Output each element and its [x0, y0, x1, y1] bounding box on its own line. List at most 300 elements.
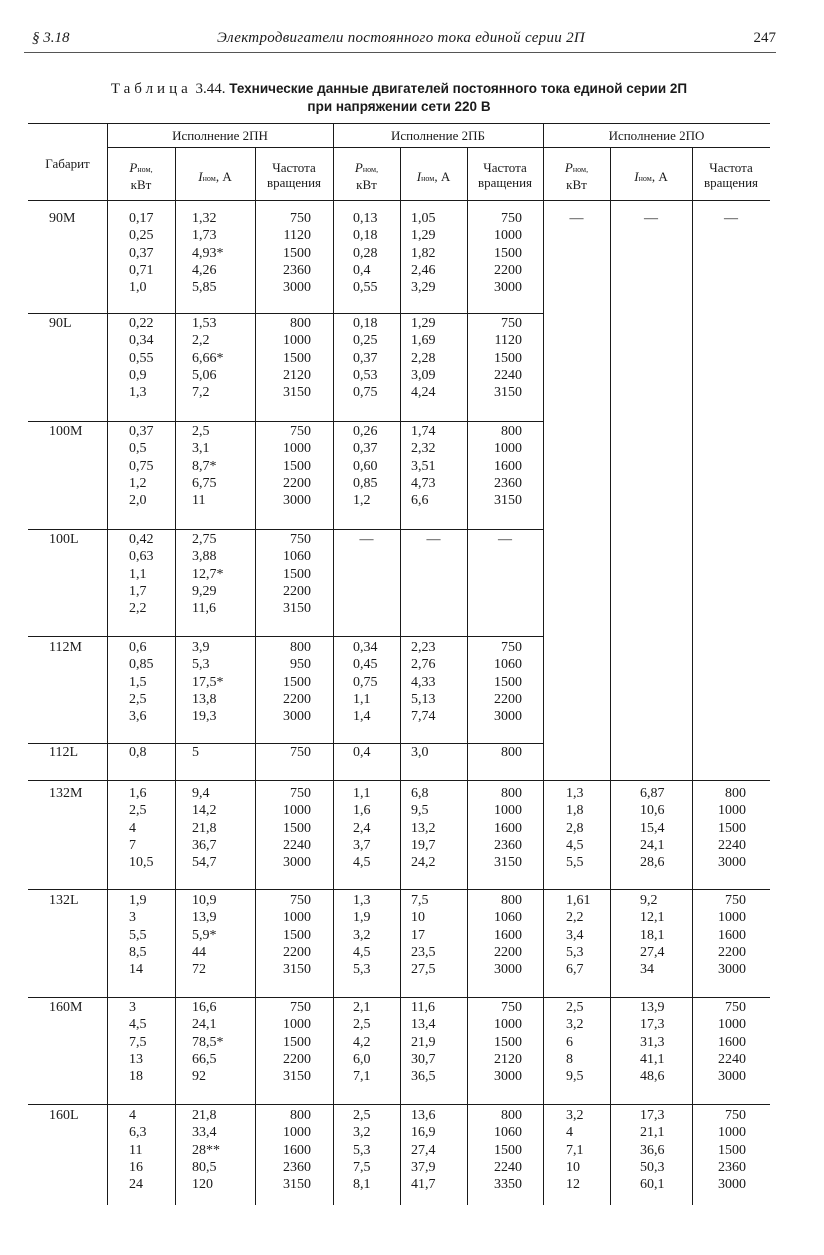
power-value: 1,7: [129, 583, 147, 599]
power-value: 5,3: [353, 1142, 371, 1158]
current-value: 10,6: [640, 803, 665, 819]
power-value: 3,2: [353, 1125, 371, 1141]
speed-value: 750: [290, 211, 311, 226]
current-value: 7,5: [411, 893, 429, 908]
current-value: 27,5: [411, 962, 436, 978]
power-value: 7: [129, 837, 136, 853]
speed-value: 3000: [283, 493, 311, 509]
speed-value: 2360: [494, 475, 522, 491]
speed-value: 2240: [494, 1159, 522, 1175]
dash-cell: —: [724, 211, 738, 226]
current-value: 11: [192, 493, 206, 509]
speed-value: 2240: [283, 837, 311, 853]
speed-value: 750: [501, 1000, 522, 1015]
speed-value: 2200: [494, 691, 522, 707]
speed-value: 800: [501, 786, 522, 801]
power-value: 1,2: [353, 493, 371, 509]
current-value: 11,6: [411, 1000, 435, 1015]
speed-value: 3000: [494, 962, 522, 978]
header-group-3: Исполнение 2ПО: [608, 128, 705, 143]
power-value: 1,3: [566, 786, 584, 801]
header-speed: Частота вращения: [266, 160, 322, 190]
current-value: 44: [192, 944, 206, 960]
power-value: 0,37: [129, 245, 154, 261]
power-value: 7,5: [353, 1159, 371, 1175]
speed-value: 800: [290, 1108, 311, 1123]
current-value: 31,3: [640, 1034, 665, 1050]
current-value: 13,9: [192, 910, 217, 926]
speed-value: 2120: [283, 367, 311, 383]
speed-value: 1060: [494, 910, 522, 926]
speed-value: 2360: [718, 1159, 746, 1175]
power-value: 0,4: [353, 745, 371, 760]
current-value: 4,33: [411, 674, 436, 690]
power-value: 2,0: [129, 493, 147, 509]
current-value: 13,9: [640, 1000, 665, 1015]
speed-value: 800: [290, 316, 311, 331]
power-value: 1,3: [129, 385, 147, 401]
row-separator: [28, 889, 770, 890]
header-group-1: Исполнение 2ПН: [172, 128, 268, 143]
power-value: 0,42: [129, 532, 154, 547]
current-value: 34: [640, 962, 654, 978]
power-value: 3,6: [129, 709, 147, 725]
power-value: 1,1: [353, 786, 371, 801]
power-value: 1,9: [129, 893, 147, 908]
speed-value: 3150: [283, 962, 311, 978]
current-value: 5,85: [192, 280, 217, 296]
row-separator: [28, 997, 770, 998]
current-value: 2,46: [411, 262, 436, 278]
power-value: 5,3: [566, 944, 584, 960]
header-speed: Частота вращения: [477, 160, 533, 190]
current-value: 3,0: [411, 745, 429, 760]
current-value: 21,1: [640, 1125, 665, 1141]
power-value: 16: [129, 1159, 143, 1175]
speed-value: 800: [501, 424, 522, 439]
speed-value: 750: [290, 786, 311, 801]
current-value: 6,87: [640, 786, 665, 801]
speed-value: 1000: [718, 1017, 746, 1033]
current-value: 4,73: [411, 475, 436, 491]
speed-value: 3150: [494, 493, 522, 509]
current-value: 15,4: [640, 820, 665, 836]
current-value: 21,8: [192, 820, 217, 836]
power-value: 5,5: [566, 855, 584, 871]
current-value: 14,2: [192, 803, 217, 819]
gabarit-label: 132L: [49, 893, 79, 908]
speed-value: 1000: [718, 803, 746, 819]
current-value: 54,7: [192, 855, 217, 871]
current-value: 27,4: [640, 944, 665, 960]
power-value: 0,18: [353, 316, 378, 331]
speed-value: 3000: [494, 709, 522, 725]
speed-value: 1600: [283, 1142, 311, 1158]
section-number: § 3.18: [32, 30, 70, 46]
gabarit-label: 90M: [49, 211, 76, 226]
current-value: 19,7: [411, 837, 436, 853]
current-value: 16,6: [192, 1000, 217, 1015]
header-gabarit: Габарит: [45, 156, 90, 171]
caption-number: 3.44.: [195, 81, 226, 97]
speed-value: 1500: [283, 1034, 311, 1050]
power-value: 7,1: [566, 1142, 584, 1158]
speed-value: 3000: [283, 709, 311, 725]
power-value: 3,2: [566, 1108, 584, 1123]
page-number: 247: [753, 30, 776, 46]
power-value: 2,5: [129, 691, 147, 707]
power-value: 0,55: [353, 280, 378, 296]
speed-value: 1000: [283, 803, 311, 819]
current-value: 80,5: [192, 1159, 217, 1175]
speed-value: 1060: [283, 549, 311, 565]
current-value: 13,6: [411, 1108, 436, 1123]
speed-value: 1000: [283, 1125, 311, 1141]
power-value: 4,2: [353, 1034, 371, 1050]
power-value: 0,75: [353, 674, 378, 690]
power-value: 0,53: [353, 367, 378, 383]
current-value: 12,1: [640, 910, 665, 926]
speed-value: 2200: [494, 262, 522, 278]
current-value: 7,2: [192, 385, 210, 401]
current-value: 1,69: [411, 333, 436, 349]
power-value: 10: [566, 1159, 580, 1175]
power-value: 1,5: [129, 674, 147, 690]
power-value: 4: [566, 1125, 573, 1141]
current-value: 2,23: [411, 640, 436, 655]
speed-value: 1120: [283, 228, 311, 244]
current-value: 5,3: [192, 657, 210, 673]
current-value: 3,9: [192, 640, 210, 655]
power-value: 6: [566, 1034, 573, 1050]
gabarit-label: 132M: [49, 786, 83, 801]
speed-value: 3000: [283, 855, 311, 871]
power-value: 0,25: [129, 228, 154, 244]
dash-cell: —: [426, 532, 441, 547]
power-value: 0,37: [353, 441, 378, 457]
power-value: 4: [129, 820, 136, 836]
power-value: 12: [566, 1177, 580, 1193]
speed-value: 2240: [718, 837, 746, 853]
speed-value: 3000: [494, 1069, 522, 1085]
speed-value: 2200: [283, 1051, 311, 1067]
current-value: 1,53: [192, 316, 217, 331]
speed-value: 1000: [283, 333, 311, 349]
caption-title-2: при напряжении сети 220 В: [307, 99, 491, 114]
power-value: 3,2: [353, 927, 371, 943]
gabarit-label: 160M: [49, 1000, 83, 1015]
speed-value: 1500: [283, 566, 311, 582]
speed-value: 3000: [494, 280, 522, 296]
current-value: 19,3: [192, 709, 217, 725]
current-value: 21,9: [411, 1034, 436, 1050]
power-value: 18: [129, 1069, 143, 1085]
speed-value: 3150: [494, 855, 522, 871]
power-value: 2,5: [566, 1000, 584, 1015]
speed-value: 2360: [283, 262, 311, 278]
power-value: 0,25: [353, 333, 378, 349]
row-separator: [28, 529, 543, 530]
current-value: 9,2: [640, 893, 658, 908]
speed-value: 2200: [283, 944, 311, 960]
speed-value: 800: [501, 893, 522, 908]
gabarit-label: 90L: [49, 316, 72, 331]
header-current: Iном, А: [198, 169, 232, 184]
power-value: 1,61: [566, 893, 591, 908]
current-value: 17,3: [640, 1108, 665, 1123]
speed-value: 1500: [283, 820, 311, 836]
power-value: 2,5: [129, 803, 147, 819]
power-value: 0,37: [129, 424, 154, 439]
speed-value: 2360: [283, 1159, 311, 1175]
current-value: 6,8: [411, 786, 429, 801]
current-value: 12,7*: [192, 566, 224, 582]
current-value: 3,88: [192, 549, 217, 565]
current-value: 9,4: [192, 786, 210, 801]
power-value: 0,5: [129, 441, 147, 457]
caption-label: Таблица: [110, 81, 192, 97]
current-value: 28,6: [640, 855, 665, 871]
current-value: 10,9: [192, 893, 217, 908]
header-power: Pном, кВт: [354, 160, 379, 192]
speed-value: 750: [501, 316, 522, 331]
power-value: 1,3: [353, 893, 371, 908]
power-value: 14: [129, 962, 143, 978]
power-value: 4,5: [353, 855, 371, 871]
speed-value: 1600: [494, 927, 522, 943]
row-separator: [28, 780, 770, 781]
power-value: 5,3: [353, 962, 371, 978]
power-value: 13: [129, 1051, 143, 1067]
current-value: 2,5: [192, 424, 210, 439]
gabarit-label: 100L: [49, 532, 79, 547]
current-value: 3,51: [411, 458, 436, 474]
power-value: 24: [129, 1177, 143, 1193]
speed-value: 2360: [494, 837, 522, 853]
speed-value: 2200: [283, 583, 311, 599]
current-value: 10: [411, 910, 425, 926]
dash-cell: —: [498, 532, 512, 547]
speed-value: 1500: [718, 1142, 746, 1158]
power-value: 2,4: [353, 820, 371, 836]
power-value: 0,55: [129, 350, 154, 366]
current-value: 8,7*: [192, 458, 217, 474]
current-value: 48,6: [640, 1069, 665, 1085]
current-value: 24,2: [411, 855, 436, 871]
current-value: 1,29: [411, 316, 436, 331]
current-value: 6,66*: [192, 350, 224, 366]
speed-value: 3150: [283, 1069, 311, 1085]
speed-value: 750: [290, 745, 311, 760]
speed-value: 1500: [718, 820, 746, 836]
row-separator: [28, 421, 543, 422]
speed-value: 750: [290, 532, 311, 547]
current-value: 6,75: [192, 475, 217, 491]
current-value: 3,09: [411, 367, 436, 383]
speed-value: 1500: [494, 1034, 522, 1050]
speed-value: 3150: [283, 1177, 311, 1193]
row-separator: [28, 636, 543, 637]
power-value: 0,9: [129, 367, 147, 383]
current-value: 1,82: [411, 245, 436, 261]
power-value: 0,63: [129, 549, 154, 565]
speed-value: 1600: [494, 458, 522, 474]
speed-value: 2240: [718, 1051, 746, 1067]
running-title: Электродвигатели постоянного тока единой серии 2П: [217, 30, 586, 46]
current-value: 120: [192, 1177, 213, 1193]
power-value: 4,5: [353, 944, 371, 960]
current-value: 7,74: [411, 709, 436, 725]
current-value: 36,5: [411, 1069, 436, 1085]
power-value: 10,5: [129, 855, 154, 871]
column-rule: [400, 147, 401, 1205]
gabarit-label: 100M: [49, 424, 83, 439]
current-value: 36,6: [640, 1142, 665, 1158]
power-value: 8,1: [353, 1177, 371, 1193]
speed-value: 3000: [718, 1069, 746, 1085]
speed-value: 800: [725, 786, 746, 801]
current-value: 2,28: [411, 350, 436, 366]
column-rule: [175, 147, 176, 1205]
speed-value: 750: [725, 893, 746, 908]
power-value: 2,5: [353, 1108, 371, 1123]
power-value: 0,75: [353, 385, 378, 401]
current-value: 4,93*: [192, 245, 224, 261]
current-value: 9,5: [411, 803, 429, 819]
speed-value: 750: [290, 893, 311, 908]
speed-value: 3000: [718, 962, 746, 978]
current-value: 6,6: [411, 493, 429, 509]
power-value: 4: [129, 1108, 136, 1123]
power-value: 11: [129, 1142, 143, 1158]
power-value: 0,34: [129, 333, 154, 349]
caption-line-1: [28, 80, 770, 98]
speed-value: 3150: [283, 385, 311, 401]
current-value: 2,2: [192, 333, 210, 349]
current-value: 1,29: [411, 228, 436, 244]
speed-value: 800: [501, 745, 522, 760]
speed-value: 1000: [718, 1125, 746, 1141]
power-value: 3,2: [566, 1017, 584, 1033]
power-value: 1,1: [353, 691, 371, 707]
power-value: 6,0: [353, 1051, 371, 1067]
speed-value: 1500: [494, 674, 522, 690]
current-value: 72: [192, 962, 206, 978]
current-value: 78,5*: [192, 1034, 224, 1050]
current-value: 36,7: [192, 837, 217, 853]
current-value: 18,1: [640, 927, 665, 943]
speed-value: 2200: [494, 944, 522, 960]
header-current: Iном, А: [634, 169, 668, 184]
speed-value: 1500: [494, 350, 522, 366]
power-value: 0,85: [353, 475, 378, 491]
speed-value: 3000: [718, 1177, 746, 1193]
current-value: 4,24: [411, 385, 436, 401]
power-value: 0,60: [353, 458, 378, 474]
power-value: 1,6: [129, 786, 147, 801]
speed-value: 1000: [718, 910, 746, 926]
speed-value: 950: [290, 657, 311, 673]
speed-value: 750: [725, 1108, 746, 1123]
header-speed: Частота вращения: [703, 160, 759, 190]
header-power: Pном, кВт: [129, 160, 153, 192]
power-value: 1,9: [353, 910, 371, 926]
speed-value: 1500: [283, 350, 311, 366]
current-value: 13,2: [411, 820, 436, 836]
speed-value: 2120: [494, 1051, 522, 1067]
speed-value: 3350: [494, 1177, 522, 1193]
speed-value: 2200: [283, 691, 311, 707]
speed-value: 1000: [494, 803, 522, 819]
power-value: 1,2: [129, 475, 147, 491]
current-value: 13,4: [411, 1017, 436, 1033]
speed-value: 1120: [494, 333, 522, 349]
column-rule: [107, 123, 108, 1205]
power-value: 2,8: [566, 820, 584, 836]
power-value: 0,4: [353, 262, 371, 278]
speed-value: 1000: [494, 441, 522, 457]
speed-value: 1500: [494, 1142, 522, 1158]
power-value: 2,5: [353, 1017, 371, 1033]
speed-value: 1500: [283, 927, 311, 943]
current-value: 28**: [192, 1142, 220, 1158]
power-value: 0,17: [129, 211, 154, 226]
current-value: 5,13: [411, 691, 436, 707]
power-value: 7,1: [353, 1069, 371, 1085]
power-value: 9,5: [566, 1069, 584, 1085]
power-value: 0,28: [353, 245, 378, 261]
current-value: 60,1: [640, 1177, 665, 1193]
speed-value: 1000: [494, 228, 522, 244]
power-value: 0,13: [353, 211, 378, 226]
current-value: 21,8: [192, 1108, 217, 1123]
speed-value: 3000: [283, 280, 311, 296]
current-value: 1,74: [411, 424, 436, 439]
caption-line-2: [28, 98, 770, 116]
speed-value: 1000: [283, 441, 311, 457]
power-value: 2,2: [129, 601, 147, 617]
current-value: 27,4: [411, 1142, 436, 1158]
speed-value: 750: [725, 1000, 746, 1015]
speed-value: 750: [501, 640, 522, 655]
power-value: 1,8: [566, 803, 584, 819]
power-value: 0,34: [353, 640, 378, 655]
power-value: 3,7: [353, 837, 371, 853]
speed-value: 750: [501, 211, 522, 226]
current-value: 92: [192, 1069, 206, 1085]
speed-value: 1000: [494, 1017, 522, 1033]
power-value: 0,75: [129, 458, 154, 474]
speed-value: 750: [290, 424, 311, 439]
speed-value: 1060: [494, 657, 522, 673]
speed-value: 1600: [718, 1034, 746, 1050]
speed-value: 1500: [494, 245, 522, 261]
header-group-2: Исполнение 2ПБ: [391, 128, 485, 143]
current-value: 1,32: [192, 211, 217, 226]
current-value: 1,73: [192, 228, 217, 244]
column-rule: [610, 147, 611, 1205]
power-value: 3: [129, 1000, 136, 1015]
power-value: 7,5: [129, 1034, 147, 1050]
speed-value: 3150: [283, 601, 311, 617]
speed-value: 2240: [494, 367, 522, 383]
power-value: 0,22: [129, 316, 154, 331]
power-value: 1,1: [129, 566, 147, 582]
current-value: 2,76: [411, 657, 436, 673]
current-value: 5,06: [192, 367, 217, 383]
speed-value: 2200: [283, 475, 311, 491]
current-value: 33,4: [192, 1125, 217, 1141]
